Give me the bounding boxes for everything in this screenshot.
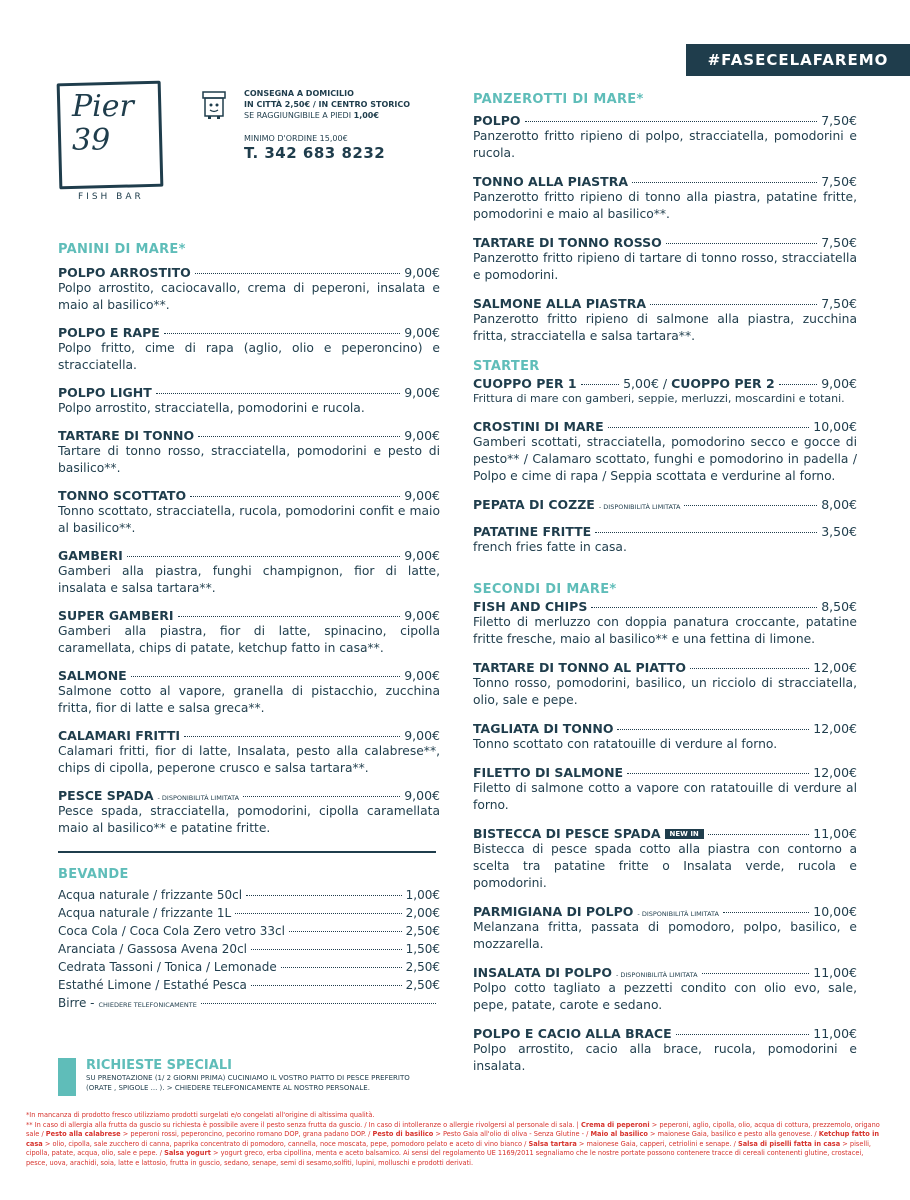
dot-leader	[127, 556, 400, 557]
section-title-starter: STARTER	[473, 359, 540, 374]
drink-name: Birre -	[58, 996, 95, 1010]
menu-item	[58, 488, 440, 537]
menu-item	[473, 765, 857, 814]
drink-name: Acqua naturale / frizzante 50cl	[58, 888, 243, 902]
item-desc: Tonno rosso, pomodorini, basilico, un ricciolo di stracciatella, olio, sale e pepe.	[473, 676, 857, 707]
item-head	[473, 1026, 857, 1041]
menu-item	[473, 826, 857, 892]
item-price: 9,00€	[404, 265, 440, 280]
logo-subtitle: FISH BAR	[78, 192, 144, 202]
item-desc: Tonno scottato, stracciatella, rucola, pomodorini confit e maio al basilico**.	[58, 504, 440, 535]
item-head	[473, 904, 857, 919]
item-head	[473, 113, 857, 128]
menu-item-cuoppo	[473, 376, 857, 407]
item-name: CROSTINI DI MARE	[473, 419, 604, 434]
menu-item	[473, 1026, 857, 1075]
footnote-allergens: ** In caso di allergia alla frutta da guscio su richiesta è possibile avere il pesto senza frutta da guscio. / In caso di intolleranze o allergie rivolgersi al personale di sala. | Crema di peperoni > peperoni, aglio, cipolla, olio, acqua di cottura, prezzemolo, origano sale / Pesto alla calabrese > peperoni rossi, peperoncino, pecorino romano DOP, grana padano DOP. / Pesto di basilico > Pesto Gaia all'olio di oliva - Senza Glutine - / Maio al basilico > maionese Gaia, basilico e pesto alla genovese. / Ketchup fatto in casa > olio, cipolla, sale zucchero di canna, paprika concentrato di pomodoro, cannella, noce moscata, pepe, pomodoro pelato e aceto di vino bianco / Salsa tartara > maionese Gaia, capperi, cetriolini e senape. / Salsa di piselli fatta in casa > piselli, cipolla, patate, acqua, olio, sale e pepe. / Salsa yogurt > yogurt greco, erba cipollina, menta e aceto balsamico. Ai sensi del regolamento UE 1169/2011 segnaliamo che le nostre portate possono contenere tracce di cereali contenenti glutine, crostacei, pesce, uova, arachidi, soia, latte e lattosio, frutta in guscio, sedano, senape, semi di sesamo,solfiti, lupini, molluschi e prodotti derivati.	[26, 1120, 880, 1167]
drink-item	[58, 976, 440, 994]
special-requests-bar	[58, 1058, 76, 1096]
dot-leader	[591, 607, 817, 608]
starter-list	[473, 419, 857, 556]
item-name: POLPO E RAPE	[58, 325, 160, 340]
panzerotti-list	[473, 113, 857, 345]
special-requests-line1: SU PRENOTAZIONE (1/ 2 GIORNI PRIMA) CUCINIAMO IL VOSTRO PIATTO DI PESCE PREFERITO	[86, 1074, 410, 1082]
item-desc: Polpo fritto, cime di rapa (aglio, olio e peperoncino) e stracciatella.	[58, 341, 440, 372]
item-name: SALMONE	[58, 668, 127, 683]
item-price: 12,00€	[813, 660, 857, 675]
item-desc: Frittura di mare con gamberi, seppie, merluzzi, moscardini e totani.	[473, 392, 845, 405]
delivery-info	[200, 88, 430, 162]
item-head	[473, 599, 857, 614]
menu-item	[473, 174, 857, 223]
menu-item	[58, 728, 440, 777]
item-name: TAGLIATA DI TONNO	[473, 721, 614, 736]
menu-item	[473, 660, 857, 709]
menu-item	[58, 608, 440, 657]
drink-price: 2,50€	[405, 978, 440, 992]
item-desc: Gamberi scottati, stracciatella, pomodorino secco e gocce di pesto** / Calamaro scottato, funghi e pomodorino in padella / Polpo e cime di rapa / Seppia scottata e verdurine al forno.	[473, 435, 857, 483]
menu-item	[58, 668, 440, 717]
item-price: 9,00€	[404, 428, 440, 443]
drink-item	[58, 922, 440, 940]
secondi-list	[473, 599, 857, 1075]
item-desc: french fries fatte in casa.	[473, 540, 627, 554]
item-price: 9,00€	[404, 548, 440, 563]
dot-leader	[281, 967, 402, 968]
menu-item	[473, 497, 857, 512]
dot-leader	[156, 393, 400, 394]
hashtag-banner: #FASECELAFAREMO	[686, 44, 910, 76]
dot-leader	[676, 1034, 810, 1035]
item-name: POLPO ARROSTITO	[58, 265, 191, 280]
dot-leader	[608, 427, 810, 428]
logo-name: Pier 39	[72, 89, 134, 158]
delivery-phone[interactable]: T. 342 683 8232	[244, 144, 386, 162]
drink-item	[58, 886, 440, 904]
item-desc: Gamberi alla piastra, fior di latte, spinacino, cipolla caramellata, chips di patate, ketchup fatto in casa**.	[58, 624, 440, 655]
item-price: 5,00€ /	[623, 376, 668, 391]
dot-leader	[201, 1003, 436, 1004]
menu-item	[473, 721, 857, 753]
dot-leader	[525, 121, 818, 122]
dot-leader	[627, 773, 809, 774]
panini-list	[58, 265, 440, 837]
menu-item	[473, 296, 857, 345]
item-desc: Polpo arrostito, cacio alla brace, rucola, pomodorini e insalata.	[473, 1042, 857, 1073]
menu-item	[473, 113, 857, 162]
item-head	[473, 296, 857, 311]
delivery-line2: IN CITTÀ 2,50€ / IN CENTRO STORICO	[244, 100, 411, 109]
item-head	[473, 660, 857, 675]
delivery-line3: SE RAGGIUNGIBILE A PIEDI	[244, 111, 352, 120]
section-title-panzerotti: PANZEROTTI DI MARE*	[473, 92, 644, 107]
dot-leader	[289, 931, 402, 932]
logo	[58, 82, 166, 206]
item-desc: Filetto di salmone cotto a vapore con ratatouille di verdure al forno.	[473, 781, 857, 812]
item-price: 10,00€	[813, 904, 857, 919]
item-head	[473, 965, 857, 980]
divider	[58, 851, 436, 853]
delivery-box-icon	[200, 90, 228, 120]
item-head	[58, 728, 440, 743]
item-availability-note: - DISPONIBILITÀ LIMITATA	[598, 503, 681, 511]
item-price: 11,00€	[813, 826, 857, 841]
item-head	[473, 721, 857, 736]
item-desc: Polpo arrostito, stracciatella, pomodorini e rucola.	[58, 401, 365, 415]
drink-item	[58, 940, 440, 958]
item-desc: Pesce spada, stracciatella, pomodorini, cipolla caramellata maio al basilico** e patatine fritte.	[58, 804, 440, 835]
dot-leader	[595, 532, 817, 533]
dot-leader	[243, 796, 400, 797]
item-desc: Polpo arrostito, caciocavallo, crema di peperoni, insalata e maio al basilico**.	[58, 281, 440, 312]
item-availability-note: - DISPONIBILITÀ LIMITATA	[157, 794, 240, 802]
item-head	[58, 668, 440, 683]
item-price: 9,00€	[821, 376, 857, 391]
left-column	[58, 242, 440, 1014]
drink-name: Aranciata / Gassosa Avena 20cl	[58, 942, 247, 956]
menu-item	[473, 419, 857, 485]
item-name: POLPO E CACIO ALLA BRACE	[473, 1026, 672, 1041]
item-head	[58, 488, 440, 503]
dot-leader	[690, 668, 809, 669]
item-name: TONNO SCOTTATO	[58, 488, 187, 503]
item-desc: Panzerotto fritto ripieno di polpo, stracciatella, pomodorini e rucola.	[473, 129, 857, 160]
item-desc: Panzerotto fritto ripieno di tartare di tonno rosso, stracciatella e pomodorini.	[473, 251, 857, 282]
item-head	[473, 419, 857, 434]
item-desc: Gamberi alla piastra, funghi champignon, fior di latte, insalata e salsa tartara**.	[58, 564, 440, 595]
drink-item	[58, 904, 440, 922]
item-availability-note: - DISPONIBILITÀ LIMITATA	[615, 971, 698, 979]
item-desc: Polpo cotto tagliato a pezzetti condito con olio evo, sale, pepe, patate, carote e sedano.	[473, 981, 857, 1012]
menu-item	[473, 965, 857, 1014]
item-head	[58, 788, 440, 803]
item-head	[58, 265, 440, 280]
dot-leader	[779, 384, 817, 385]
menu-item	[473, 235, 857, 284]
item-head	[58, 325, 440, 340]
drink-price: 1,50€	[405, 942, 440, 956]
item-desc: Calamari fritti, fior di latte, Insalata, pesto alla calabrese**, chips di cipolla, peperone crusco e salsa tartara**.	[58, 744, 440, 775]
drink-note: CHIEDERE TELEFONICAMENTE	[98, 1001, 197, 1009]
item-price: 12,00€	[813, 721, 857, 736]
right-column	[473, 92, 857, 1087]
footnote-line1: *In mancanza di prodotto fresco utilizziamo prodotti surgelati e/o congelati all'origine di altissima qualità.	[26, 1111, 375, 1119]
item-price: 8,50€	[821, 599, 857, 614]
item-desc: Melanzana fritta, passata di pomodoro, polpo, basilico, e mozzarella.	[473, 920, 857, 951]
item-name: PATATINE FRITTE	[473, 524, 592, 539]
item-head	[473, 174, 857, 189]
item-name: POLPO	[473, 113, 521, 128]
section-title-bevande: BEVANDE	[58, 867, 129, 882]
item-desc: Tonno scottato con ratatouille di verdure al forno.	[473, 737, 778, 751]
dot-leader	[251, 949, 402, 950]
special-requests-title: RICHIESTE SPECIALI	[86, 1058, 232, 1073]
drink-price: 2,00€	[405, 906, 440, 920]
item-desc: Filetto di merluzzo con doppia panatura croccante, patatine fritte fresche, maio al basilico** e una fettina di limone.	[473, 615, 857, 646]
drink-name: Coca Cola / Coca Cola Zero vetro 33cl	[58, 924, 285, 938]
drink-price: 1,00€	[405, 888, 440, 902]
menu-item	[58, 325, 440, 374]
item-name: SALMONE ALLA PIASTRA	[473, 296, 647, 311]
item-price: 7,50€	[821, 296, 857, 311]
item-price: 7,50€	[821, 235, 857, 250]
new-badge: NEW IN	[665, 829, 704, 839]
item-desc: Panzerotto fritto ripieno di tonno alla piastra, patatine fritte, pomodorini e maio al basilico**.	[473, 190, 857, 221]
item-price: 9,00€	[404, 325, 440, 340]
special-requests	[58, 1058, 448, 1093]
item-head	[58, 385, 440, 400]
item-head	[473, 524, 857, 539]
delivery-line1: CONSEGNA A DOMICILIO	[244, 89, 354, 98]
drink-name: Estathé Limone / Estathé Pesca	[58, 978, 247, 992]
item-name: TARTARE DI TONNO	[58, 428, 195, 443]
item-price: 10,00€	[813, 419, 857, 434]
item-name: FILETTO DI SALMONE	[473, 765, 624, 780]
dot-leader	[164, 333, 400, 334]
item-price: 3,50€	[821, 524, 857, 539]
item-name: CUOPPO PER 2	[671, 376, 775, 391]
dot-leader	[723, 912, 809, 913]
drink-item	[58, 958, 440, 976]
drink-price: 2,50€	[405, 924, 440, 938]
drink-price: 2,50€	[405, 960, 440, 974]
dot-leader	[581, 384, 619, 385]
item-desc: Salmone cotto al vapore, granella di pistacchio, zucchina fritta, fior di latte e salsa greca**.	[58, 684, 440, 715]
dot-leader	[632, 182, 817, 183]
menu-item	[58, 548, 440, 597]
item-price: 12,00€	[813, 765, 857, 780]
dot-leader	[131, 676, 400, 677]
item-name: TONNO ALLA PIASTRA	[473, 174, 628, 189]
dot-leader	[666, 243, 817, 244]
item-price: 7,50€	[821, 174, 857, 189]
bevande-list	[58, 886, 440, 1014]
drink-name: Cedrata Tassoni / Tonica / Lemonade	[58, 960, 277, 974]
dot-leader	[195, 273, 400, 274]
item-price: 11,00€	[813, 1026, 857, 1041]
item-head	[58, 428, 440, 443]
item-name: TARTARE DI TONNO ROSSO	[473, 235, 662, 250]
dot-leader	[702, 973, 810, 974]
special-requests-line2: (ORATE , SPIGOLE ... ). > CHIEDERE TELEFONICAMENTE AL NOSTRO PERSONALE.	[86, 1084, 370, 1092]
item-head	[473, 826, 857, 841]
delivery-line3-price: 1,00€	[353, 111, 379, 120]
dot-leader	[617, 729, 809, 730]
item-head	[473, 235, 857, 250]
menu-item	[473, 524, 857, 556]
item-head	[473, 497, 857, 512]
item-desc: Panzerotto fritto ripieno di salmone alla piastra, zucchina fritta, stracciatella e salsa tartara**.	[473, 312, 857, 343]
item-name: FISH AND CHIPS	[473, 599, 588, 614]
section-title-panini: PANINI DI MARE*	[58, 242, 186, 257]
menu-item	[473, 904, 857, 953]
dot-leader	[198, 436, 400, 437]
item-price: 9,00€	[404, 668, 440, 683]
item-name: PEPATA DI COZZE	[473, 497, 595, 512]
item-price: 9,00€	[404, 608, 440, 623]
dot-leader	[184, 736, 400, 737]
item-name: INSALATA DI POLPO	[473, 965, 612, 980]
menu-item	[58, 265, 440, 314]
item-name: CUOPPO PER 1	[473, 376, 577, 391]
section-title-secondi: SECONDI DI MARE*	[473, 582, 617, 597]
item-price: 7,50€	[821, 113, 857, 128]
dot-leader	[650, 304, 817, 305]
item-desc: Bistecca di pesce spada cotto alla piastra con contorno a scelta tra patatine fritte o Insalata verde, rucola e pomodorini.	[473, 842, 857, 890]
item-name: TARTARE DI TONNO AL PIATTO	[473, 660, 686, 675]
menu-item	[473, 599, 857, 648]
item-head	[58, 608, 440, 623]
item-availability-note: - DISPONIBILITÀ LIMITATA	[637, 910, 719, 918]
item-price: 9,00€	[404, 788, 440, 803]
item-price: 9,00€	[404, 728, 440, 743]
item-name: BISTECCA DI PESCE SPADA	[473, 826, 661, 841]
drink-item	[58, 994, 440, 1014]
dot-leader	[684, 505, 817, 506]
dot-leader	[251, 985, 402, 986]
item-desc: Tartare di tonno rosso, stracciatella, pomodorini e pesto di basilico**.	[58, 444, 440, 475]
item-head	[473, 765, 857, 780]
item-price: 11,00€	[813, 965, 857, 980]
dot-leader	[190, 496, 400, 497]
item-name: POLPO LIGHT	[58, 385, 152, 400]
delivery-minimum: MINIMO D'ORDINE 15,00€	[244, 134, 348, 143]
item-name: PARMIGIANA DI POLPO	[473, 904, 634, 919]
footnotes	[26, 1111, 886, 1169]
item-name: CALAMARI FRITTI	[58, 728, 181, 743]
dot-leader	[178, 616, 401, 617]
item-price: 9,00€	[404, 488, 440, 503]
menu-item	[58, 428, 440, 477]
item-name: SUPER GAMBERI	[58, 608, 174, 623]
menu-item	[58, 788, 440, 837]
dot-leader	[708, 834, 809, 835]
item-name: GAMBERI	[58, 548, 123, 563]
dot-leader	[235, 913, 401, 914]
item-head	[58, 548, 440, 563]
item-name: PESCE SPADA	[58, 788, 154, 803]
menu-item	[58, 385, 440, 417]
item-price: 8,00€	[821, 497, 857, 512]
dot-leader	[246, 895, 402, 896]
drink-name: Acqua naturale / frizzante 1L	[58, 906, 232, 920]
item-price: 9,00€	[404, 385, 440, 400]
